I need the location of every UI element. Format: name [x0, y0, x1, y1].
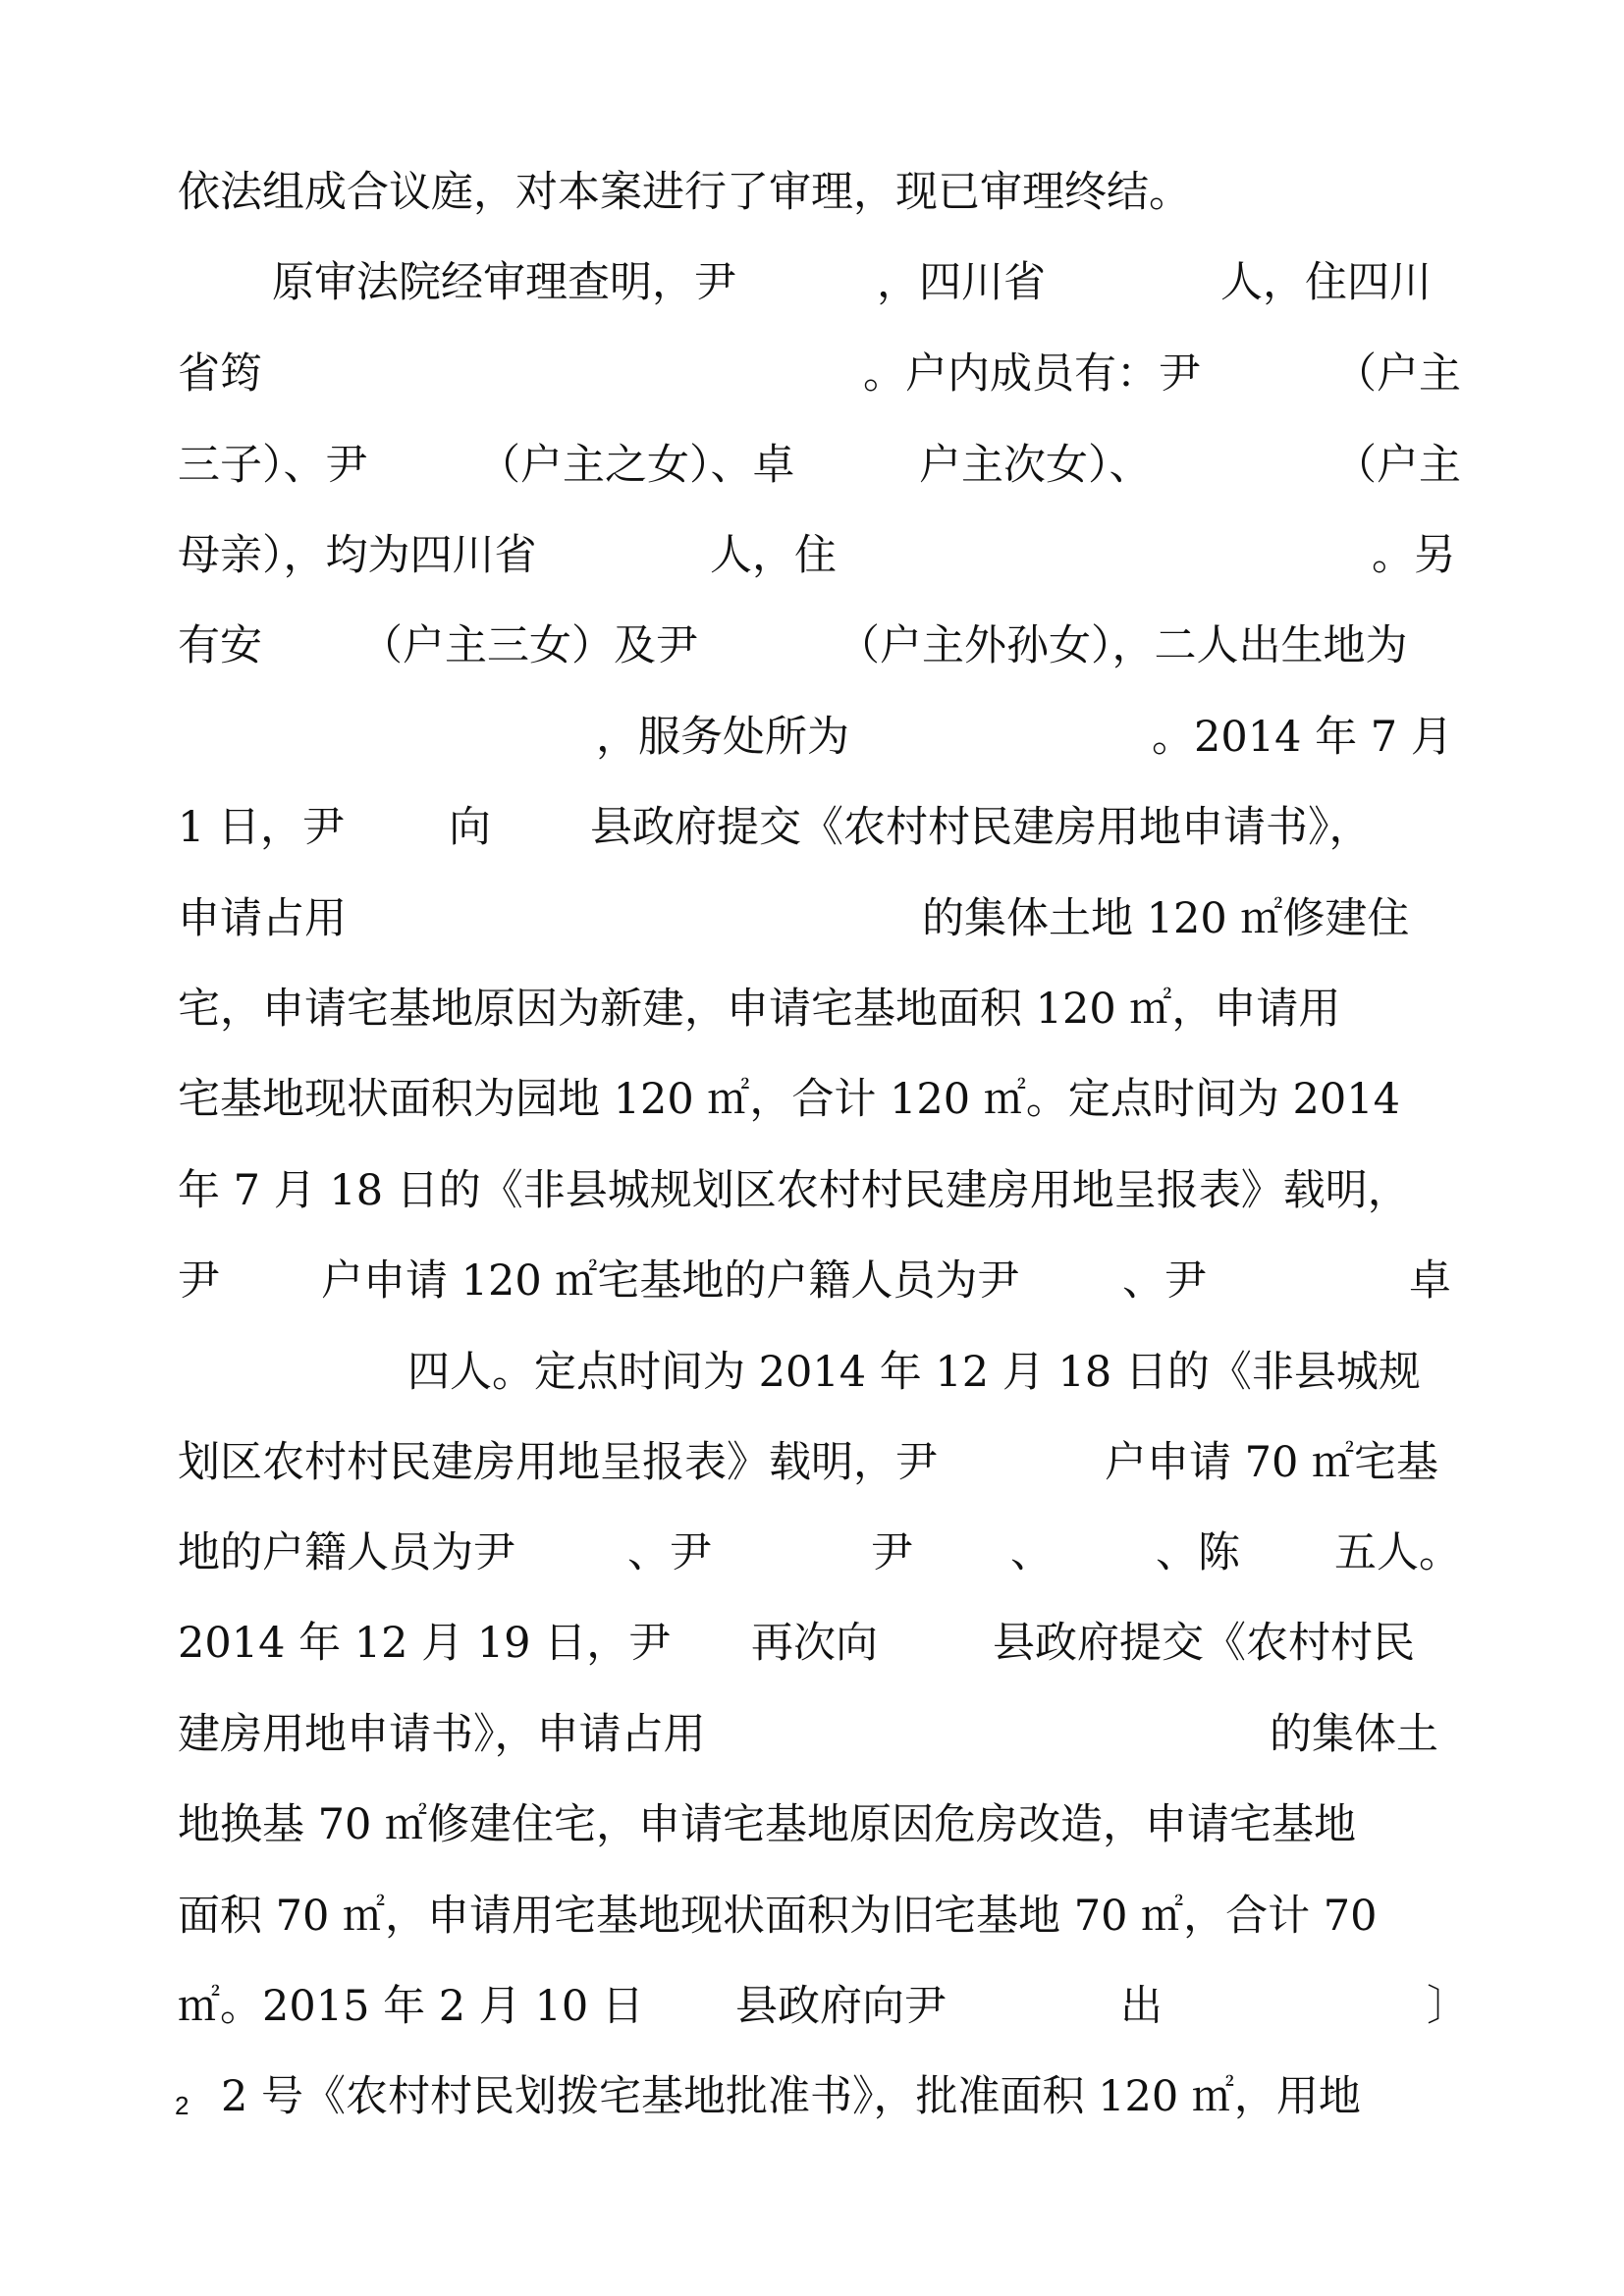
text-segment: （户主之女）、卓 [478, 441, 795, 490]
text-segment: 宅，申请宅基地原因为新建，申请宅基地面积 120 ㎡，申请用 [178, 985, 1341, 1034]
text-segment: 。另 [1372, 531, 1456, 580]
text-segment: 宅基地现状面积为园地 120 ㎡，合计 120 ㎡。定点时间为 2014 [178, 1075, 1400, 1124]
text-line [178, 163, 1454, 222]
text-segment: 尹 [871, 1528, 913, 1577]
text-segment: 五人。 [1334, 1528, 1461, 1577]
text-segment: （户主 [1334, 349, 1461, 399]
text-segment: 〕 [1427, 1982, 1469, 2031]
text-segment: 县政府向尹 [735, 1982, 947, 2031]
text-segment: （户主外孙女），二人出生地为 [838, 621, 1408, 670]
text-segment: 三子）、尹 [178, 441, 368, 490]
text-segment: 户申请 70 ㎡宅基 [1105, 1438, 1439, 1487]
text-line [178, 1161, 1454, 1220]
text-segment: 、尹 [627, 1528, 712, 1577]
text-segment: 出 [1120, 1982, 1163, 2031]
text-segment: 依法组成合议庭，对本案进行了审理，现已审理终结。 [178, 168, 1191, 217]
text-line [178, 798, 1454, 857]
text-segment: （户主 [1334, 441, 1461, 490]
text-segment: 的集体土 [1270, 1710, 1438, 1759]
text-segment: 申请占用 [178, 894, 347, 943]
text-segment: 面积 70 ㎡，申请用宅基地现状面积为旧宅基地 70 ㎡，合计 70 [178, 1892, 1378, 1941]
text-segment: 人，住四川 [1220, 258, 1432, 307]
text-segment: 、尹 [1122, 1256, 1207, 1306]
page-number: 2 [175, 2091, 189, 2120]
text-segment: 县政府提交《农村村民建房用地申请书》， [590, 803, 1372, 852]
text-line [178, 1614, 1454, 1673]
text-segment: 的集体土地 120 ㎡修建住 [922, 894, 1410, 943]
text-line [178, 436, 1461, 495]
text-line [178, 526, 1454, 585]
text-segment: 2014 年 12 月 19 日，尹 [178, 1619, 672, 1668]
text-segment: （户主三女）及尹 [360, 621, 698, 670]
text-segment: 县政府提交《农村村民 [993, 1619, 1415, 1668]
text-segment: 向 [449, 803, 491, 852]
text-segment: 原审法院经审理查明，尹 [272, 258, 736, 307]
text-segment: 建房用地申请书》，申请占用 [178, 1710, 706, 1759]
text-line [178, 1252, 1454, 1310]
text-segment: 再次向 [751, 1619, 878, 1668]
text-segment: 年 7 月 18 日的《非县城规划区农村村民建房用地呈报表》载明， [178, 1166, 1410, 1215]
text-segment: 、陈 [1156, 1528, 1240, 1577]
text-segment: 地换基 70 ㎡修建住宅，申请宅基地原因危房改造，申请宅基地 [178, 1800, 1357, 1849]
text-line [178, 1795, 1454, 1854]
text-line [178, 889, 1454, 948]
text-line [178, 1433, 1454, 1492]
text-segment: 户主次女）、 [919, 441, 1152, 490]
text-line [178, 1343, 1454, 1402]
text-segment: 。2014 年 7 月 [1152, 713, 1453, 762]
text-line [178, 345, 1461, 403]
text-segment: 1 日，尹 [178, 803, 346, 852]
text-line [178, 616, 1454, 675]
text-segment: ，服务处所为 [596, 713, 849, 762]
text-segment: 省筠 [178, 349, 262, 399]
text-line [178, 1887, 1454, 1946]
text-line [178, 253, 1454, 312]
text-segment: 卓 [1409, 1256, 1451, 1306]
text-segment: 人，住 [710, 531, 837, 580]
text-line [178, 1977, 1469, 2036]
text-segment: 地的户籍人员为尹 [178, 1528, 515, 1577]
text-line [178, 980, 1454, 1039]
text-segment: 。户内成员有：尹 [863, 349, 1201, 399]
text-segment: 划区农村村民建房用地呈报表》载明，尹 [178, 1438, 938, 1487]
text-line [178, 1070, 1454, 1129]
text-line [178, 2067, 1454, 2126]
text-segment: 四人。定点时间为 2014 年 12 月 18 日的《非县城规 [407, 1348, 1421, 1397]
text-segment: ㎡。2015 年 2 月 10 日 [178, 1982, 644, 2031]
text-line [178, 1705, 1454, 1764]
text-segment: 有安 [178, 621, 262, 670]
text-segment: 、 [1010, 1528, 1053, 1577]
text-line [178, 708, 1454, 767]
text-segment: 2 号《农村村民划拨宅基地批准书》，批准面积 120 ㎡，用地 [221, 2072, 1361, 2121]
text-line [178, 1523, 1461, 1582]
text-segment: 户申请 120 ㎡宅基地的户籍人员为尹 [321, 1256, 1020, 1306]
text-segment: ，四川省 [877, 258, 1046, 307]
text-segment: 母亲），均为四川省 [178, 531, 537, 580]
text-segment: 尹 [178, 1256, 220, 1306]
